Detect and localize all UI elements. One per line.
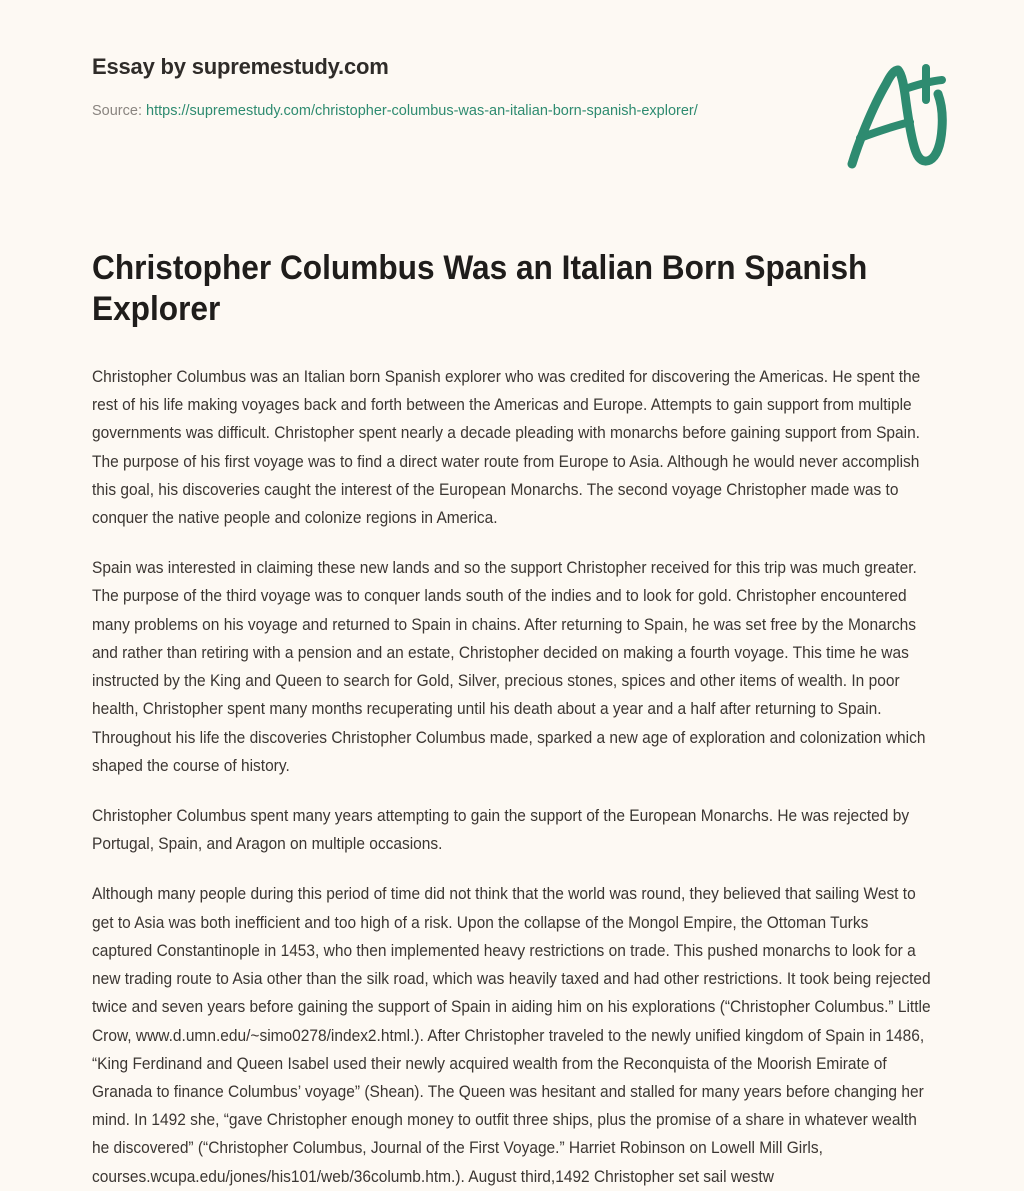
source-line [92, 100, 762, 123]
paragraph: Christopher Columbus spent many years attempting to gain the support of the European Monarchs. He was rejected by Portugal, Spain, and Aragon on multiple occasions. [92, 807, 910, 854]
paragraph: Although many people during this period of time did not think that the world was round, they believed that sailing West to get to Asia was both inefficient and too high of a risk. Upon the collapse of the Mongol Empire, the Ottoman Turks captured Constantinople in 1453, who then implemented heavy restrictions on trade. This pushed monarchs to look for a new trading route to Asia other than the silk road, which was heavily taxed and had other restrictions. It took being rejected twice and seven years before gaining the support of Spain in aiding him on his explorations (“Christopher Columbus.” Little Crow, www.d.umn.edu/~simo0278/index2.html.). After Christopher traveled to the newly unified kingdom of Spain in 1486, “King Ferdinand and Queen Isabel used their newly acquired wealth from the Reconquista of the Moorish Emirate of Granada to finance Columbus’ voyage” (Shean). The Queen was hesitant and stalled for many years before changing her mind. In 1492 she, “gave Christopher enough money to outfit three ships, plus the promise of a share in whatever wealth he discovered” (“Christopher Columbus, Journal of the First Voyage.” Harriet Robinson on Lowell Mill Girls, courses.wcupa.edu/jones/his101/web/36columb.htm.). August third,1492 Christopher set sail westw [92, 885, 931, 1186]
article-body [92, 363, 932, 1191]
page-title: Christopher Columbus Was an Italian Born Spanish Explorer [92, 249, 868, 329]
a-plus-logo [838, 56, 968, 176]
article [92, 248, 932, 1191]
paragraph: Christopher Columbus was an Italian born Spanish explorer who was credited for discovering the Americas. He spent the rest of his life making voyages back and forth between the Americas and Europe. Attempts to gain support from multiple governments was difficult. Christopher spent nearly a decade pleading with monarchs before gaining support from Spain. The purpose of his first voyage was to find a direct water route from Europe to Asia. Although he would never accomplish this goal, his discoveries caught the interest of the European Monarchs. The second voyage Christopher made was to conquer the native people and colonize regions in America. [92, 367, 921, 528]
source-label: Source: [92, 103, 142, 120]
essay-byline: Essay by supremestudy.com [92, 54, 389, 79]
document-header [92, 54, 792, 124]
source-url-link[interactable]: https://supremestudy.com/christopher-columbus-was-an-italian-born-spanish-explorer/ [146, 103, 698, 120]
paragraph: Spain was interested in claiming these new lands and so the support Christopher received for this trip was much greater. The purpose of the third voyage was to conquer lands south of the indies and to look for gold. Christopher encountered many problems on his voyage and returned to Spain in chains. After returning to Spain, he was set free by the Monarchs and rather than retiring with a pension and an estate, Christopher decided on making a fourth voyage. This time he was instructed by the King and Queen to search for Gold, Silver, precious stones, spices and other items of wealth. In poor health, Christopher spent many months recuperating until his death about a year and a half after returning to Spain. Throughout his life the discoveries Christopher Columbus made, sparked a new age of exploration and colonization which shaped the course of history. [92, 559, 926, 775]
